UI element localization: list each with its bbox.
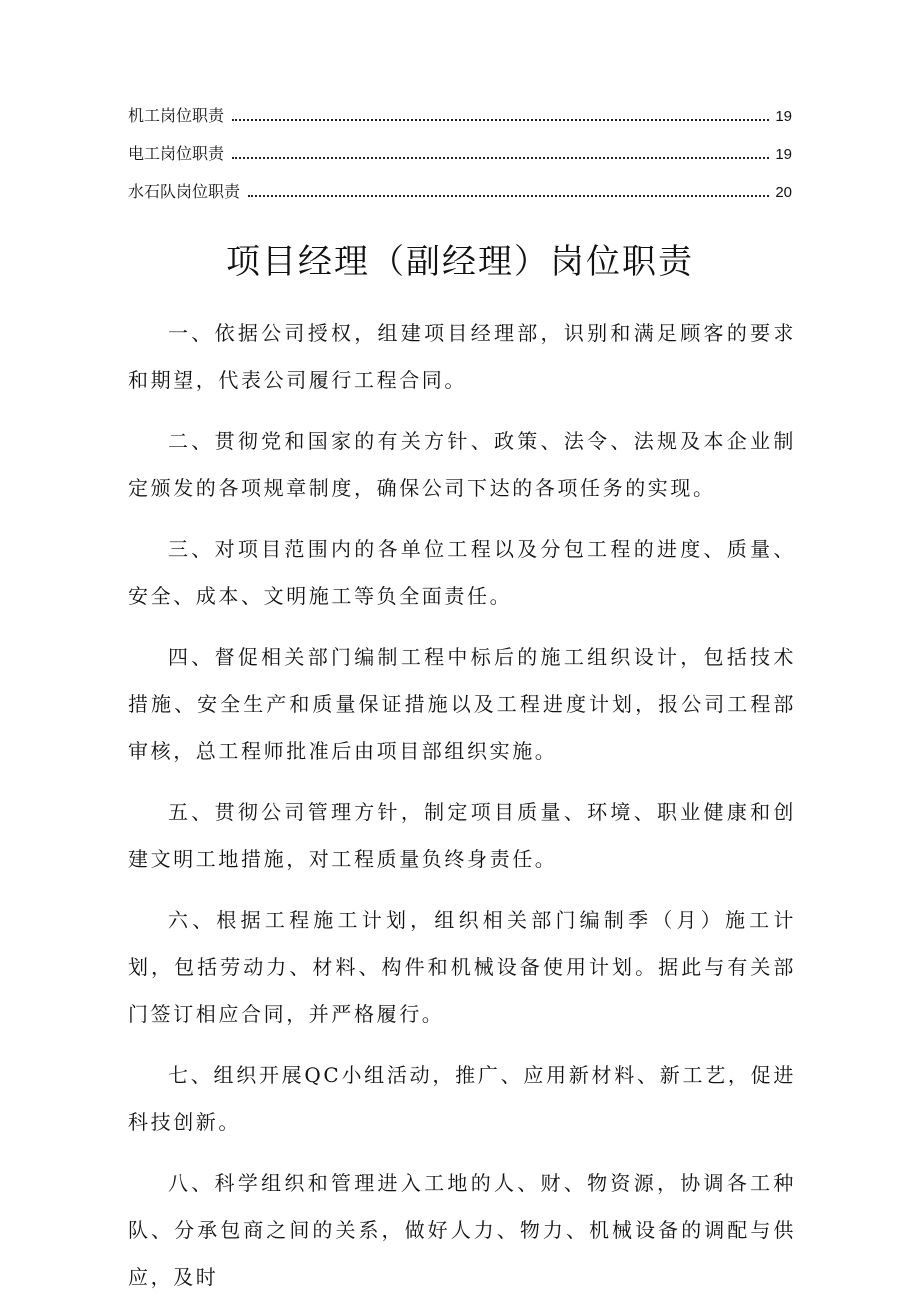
paragraph: 一、依据公司授权，组建项目经理部，识别和满足顾客的要求和期望，代表公司履行工程合同。 [128, 321, 796, 392]
paragraph: 三、对项目范围内的各单位工程以及分包工程的进度、质量、安全、成本、文明施工等负全面责任。 [128, 537, 796, 608]
paragraph: 四、督促相关部门编制工程中标后的施工组织设计，包括技术措施、安全生产和质量保证措施以及工程进度计划，报公司工程部审核，总工程师批准后由项目部组织实施。 [128, 645, 796, 763]
table-of-contents [128, 104, 792, 218]
toc-leader-dots [248, 195, 769, 197]
document-body [128, 310, 796, 1315]
toc-entry-label: 电工岗位职责 [128, 144, 225, 163]
toc-leader-dots [232, 157, 769, 159]
toc-entry-label: 机工岗位职责 [128, 106, 225, 125]
paragraph: 五、贯彻公司管理方针，制定项目质量、环境、职业健康和创建文明工地措施，对工程质量负终身责任。 [128, 800, 796, 871]
toc-entry[interactable] [128, 104, 792, 142]
toc-entry-page: 20 [775, 184, 792, 201]
toc-leader-dots [232, 119, 769, 121]
paragraph: 七、组织开展QC小组活动，推广、应用新材料、新工艺，促进科技创新。 [128, 1063, 796, 1134]
toc-entry-label: 水石队岗位职责 [128, 182, 241, 201]
toc-entry[interactable] [128, 180, 792, 218]
paragraph: 八、科学组织和管理进入工地的人、财、物资源，协调各工种队、分承包商之间的关系，做好人力、物力、机械设备的调配与供应，及时 [128, 1171, 796, 1289]
section-title: 项目经理（副经理）岗位职责 [226, 242, 694, 282]
paragraph: 二、贯彻党和国家的有关方针、政策、法令、法规及本企业制定颁发的各项规章制度，确保公司下达的各项任务的实现。 [128, 429, 796, 500]
toc-entry-page: 19 [775, 146, 792, 163]
paragraph: 六、根据工程施工计划，组织相关部门编制季（月）施工计划，包括劳动力、材料、构件和机械设备使用计划。据此与有关部门签订相应合同，并严格履行。 [128, 908, 796, 1026]
toc-entry[interactable] [128, 142, 792, 180]
toc-entry-page: 19 [775, 108, 792, 125]
